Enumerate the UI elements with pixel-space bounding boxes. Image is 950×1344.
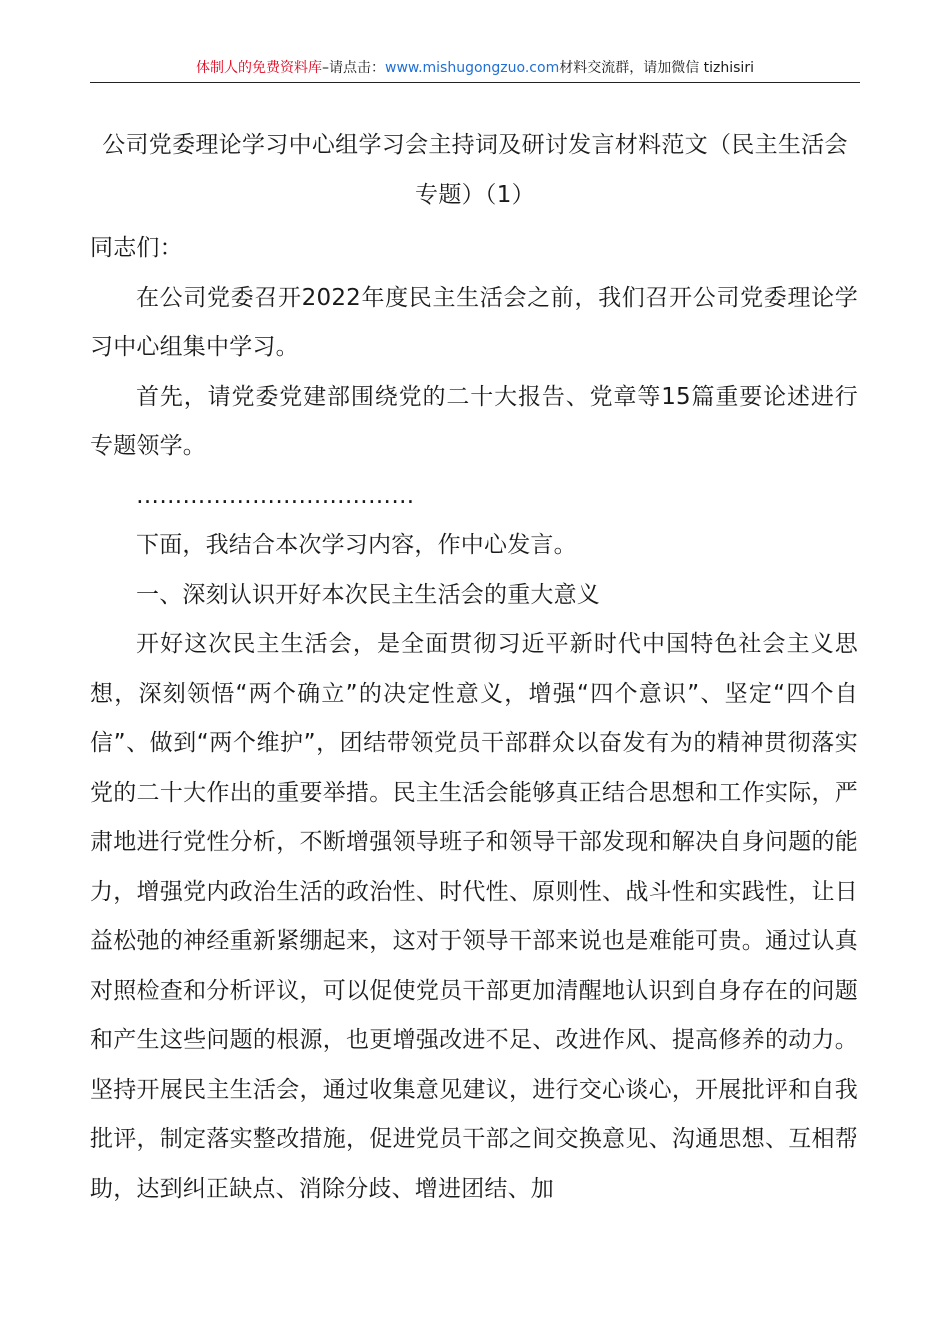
header-suffix: 材料交流群，请加微信 tizhisiri	[559, 60, 754, 76]
paragraph-transition: 下面，我结合本次学习内容，作中心发言。	[136, 532, 577, 558]
document-title	[90, 120, 860, 220]
paragraph-significance: 开好这次民主生活会，是全面贯彻习近平新时代中国特色社会主义思想，深刻领悟“两个确立”的决定性意义，增强“四个意识”、坚定“四个自信”、做到“两个维护”，团结带领党员干部群众以奋发有为的精神贯彻落实党的二十大作出的重要举措。民主生活会能够真正结合思想和工作实际，严肃地进行党性分析，不断增强领导班子和领导干部发现和解决自身问题的能力，增强党内政治生活的政治性、时代性、原则性、战斗性和实践性，让日益松弛的神经重新紧绷起来，这对于领导干部来说也是难能可贵。通过认真对照检查和分析评议，可以促使党员干部更加清醒地认识到自身存在的问题和产生这些问题的根源，也更增强改进不足、改进作风、提高修养的动力。坚持开展民主生活会，通过收集意见建议，进行交心谈心，开展批评和自我批评，制定落实整改措施，促进党员干部之间交换意见、沟通思想、互相帮助，达到纠正缺点、消除分歧、增进团结、加	[90, 631, 858, 1202]
salutation: 同志们：	[90, 235, 183, 261]
header-url-link[interactable]: www.mishugongzuo.com	[385, 60, 560, 76]
paragraph-ellipsis: ………………………………	[136, 482, 415, 509]
title-line-1: 公司党委理论学习中心组学习会主持词及研讨发言材料范文（民主生活会	[102, 132, 848, 158]
section-heading-1: 一、深刻认识开好本次民主生活会的重大意义	[136, 581, 600, 608]
document-body	[90, 224, 858, 1214]
page-header	[90, 58, 860, 83]
header-brand: 体制人的免费资料库	[196, 60, 323, 76]
header-prompt: –请点击：	[322, 60, 386, 76]
paragraph-intro: 在公司党委召开2022年度民主生活会之前，我们召开公司党委理论学习中心组集中学习。	[90, 284, 858, 360]
title-line-2: 专题）（1）	[415, 182, 535, 208]
paragraph-study: 首先，请党委党建部围绕党的二十大报告、党章等15篇重要论述进行专题领学。	[90, 383, 858, 459]
